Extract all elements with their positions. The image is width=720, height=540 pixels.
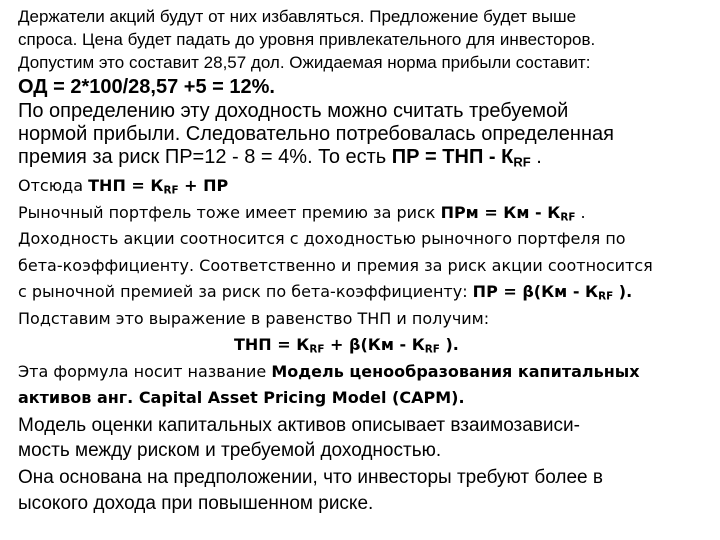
text-line-1: Держатели акций будут от них избавляться. Предложение будет выше (18, 7, 577, 26)
text-line-13: Подставим это выражение в равенство ТНП и получим: (18, 309, 490, 328)
text-line-15: Эта формула носит название Модель ценообразования капитальных (18, 362, 640, 381)
text-line-17: Модель оценки капитальных активов описывает взаимозависи- (18, 415, 580, 436)
text-line-20: ысокого дохода при повышенном риске. (18, 493, 374, 514)
text-line-10: Доходность акции соотносится с доходностью рыночного портфеля по (18, 229, 626, 248)
risk-premium-formula: ПР = ТНП - К (391, 146, 514, 168)
expected-return-formula: ОД = 2*100/28,57 +5 = 12%. (18, 76, 275, 98)
text-line-18: мость между риском и требуемой доходностью. (18, 440, 442, 461)
text-line-5: По определению эту доходность можно считать требуемой (18, 100, 569, 122)
text-line-2: спроса. Цена будет падать до уровня привлекательного для инвесторов. (18, 30, 596, 49)
capm-formula: ТНП = $К_{RF} + \beta(Км - К_{RF}$ ). (234, 335, 459, 356)
text-line-9: Рыночный портфель тоже имеет премию за риск ПРм = Км - $К_{RF}$ . (18, 203, 586, 224)
text-line-6: нормой прибыли. Следовательно потребовалась определенная (18, 123, 614, 145)
text-line-7: премия за риск ПР=12 - 8 = 4%. То есть ПР = ТНП - $К_{RF}$ . (18, 146, 542, 170)
text-line-12: с рыночной премией за риск по бета-коэффициенту: ПР = $\beta(Км - К_{RF}$ ). (18, 282, 633, 303)
text-line-19: Она основана на предположении, что инвесторы требуют более в (18, 467, 603, 488)
text-line-8: Отсюда ТНП = $К_{RF}$ + ПР (18, 176, 229, 197)
text-line-11: бета-коэффициенту. Соответственно и премия за риск акции соотносится (18, 256, 653, 275)
text-line-16: активов анг. Capital Asset Pricing Model (CAPM). (18, 388, 465, 407)
text-line-3: Допустим это составит 28,57 дол. Ожидаемая норма прибыли составит: (18, 53, 591, 72)
